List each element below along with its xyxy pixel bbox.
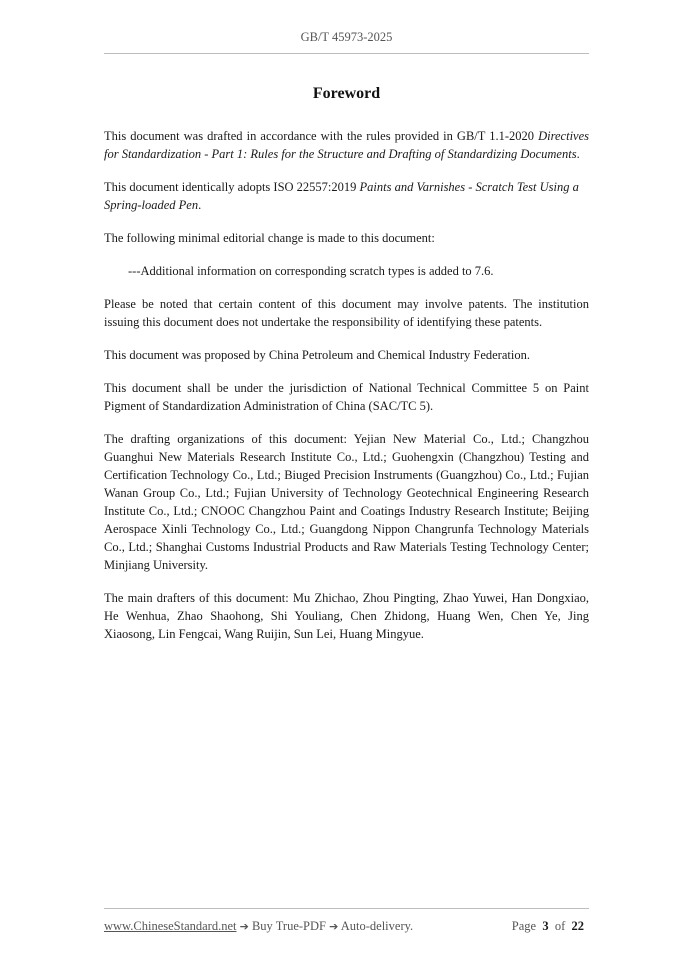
paragraph-adoption <box>104 178 589 214</box>
paragraph-editorial-change: The following minimal editorial change is made to this document: <box>104 231 435 245</box>
page-number <box>512 919 584 934</box>
paragraph-text: This document was drafted in accordance with the rules provided in GB/T 1.1-2020 <box>104 129 539 143</box>
page-header <box>104 30 589 45</box>
cited-document-title: Directives for Standardization - Part 1: Rules for the Structure and Drafting of Standardizing Documents <box>104 129 589 161</box>
document-body <box>104 127 589 643</box>
paragraph-patents: Please be noted that certain content of this document may involve patents. The institution issuing this document does not undertake the responsibility of identifying these patents. <box>104 297 589 329</box>
paragraph-main-drafters: The main drafters of this document: Mu Zhichao, Zhou Pingting, Zhao Yuwei, Han Dongxiao, He Wenhua, Zhao Shaohong, Shi Youliang, Chen Zhidong, Huang Wen, Chen Ye, Jing Xiaosong, Lin Fengcai, Wang Ruijin, Sun Lei, Huang Mingyue. <box>104 591 589 641</box>
paragraph-change-item: ---Additional information on corresponding scratch types is added to 7.6. <box>128 264 494 278</box>
footer-buy-text: Buy True-PDF <box>248 919 330 933</box>
page-word: Page <box>511 919 537 933</box>
site-link[interactable]: www.ChineseStandard.net <box>104 919 237 933</box>
paragraph-proposed-by: This document was proposed by China Petroleum and Chemical Industry Federation. <box>104 348 530 362</box>
standard-number: GB/T 45973-2025 <box>300 30 393 44</box>
arrow-right-icon: ➔ <box>239 920 249 933</box>
footer-delivery-text: Auto-delivery. <box>338 919 414 933</box>
of-word: of <box>554 919 566 933</box>
header-divider <box>104 53 589 54</box>
page-title: Foreword <box>312 85 381 102</box>
paragraph-text: . <box>576 147 580 161</box>
footer-promo <box>104 919 413 934</box>
paragraph-text: . <box>198 198 202 212</box>
cited-document-title: Paints and Varnishes - Scratch Test Using a Spring-loaded Pen <box>104 180 579 212</box>
footer-divider <box>104 908 589 909</box>
total-pages-number: 22 <box>571 919 584 933</box>
paragraph-jurisdiction: This document shall be under the jurisdiction of National Technical Committee 5 on Paint Pigment of Standardization Administration of China (SAC/TC 5). <box>104 381 589 413</box>
current-page-number: 3 <box>542 919 549 933</box>
arrow-right-icon: ➔ <box>329 920 339 933</box>
paragraph-drafting-rules <box>104 127 589 163</box>
paragraph-drafting-organizations: The drafting organizations of this document: Yejian New Material Co., Ltd.; Changzhou Guanghui New Materials Research Institute Co., Ltd.; Guohengxin (Changzhou) Testing and Certification Technology Co., Ltd.; Biuged Precision Instruments (Guangzhou) Co., Ltd.; Fujian Wanan Group Co., Ltd.; Fujian University of Technology Geotechnical Engineering Research Institute Co., Ltd.; CNOOC Changzhou Paint and Coatings Industry Research Institute; Beijing Aerospace Xinli Technology Co., Ltd.; Guangdong Nippon Changrunfa Technology Materials Co., Ltd.; Shanghai Customs Industrial Products and Raw Materials Testing Technology Center; Minjiang University. <box>104 432 589 572</box>
paragraph-text: This document identically adopts ISO 22557:2019 <box>104 180 360 194</box>
